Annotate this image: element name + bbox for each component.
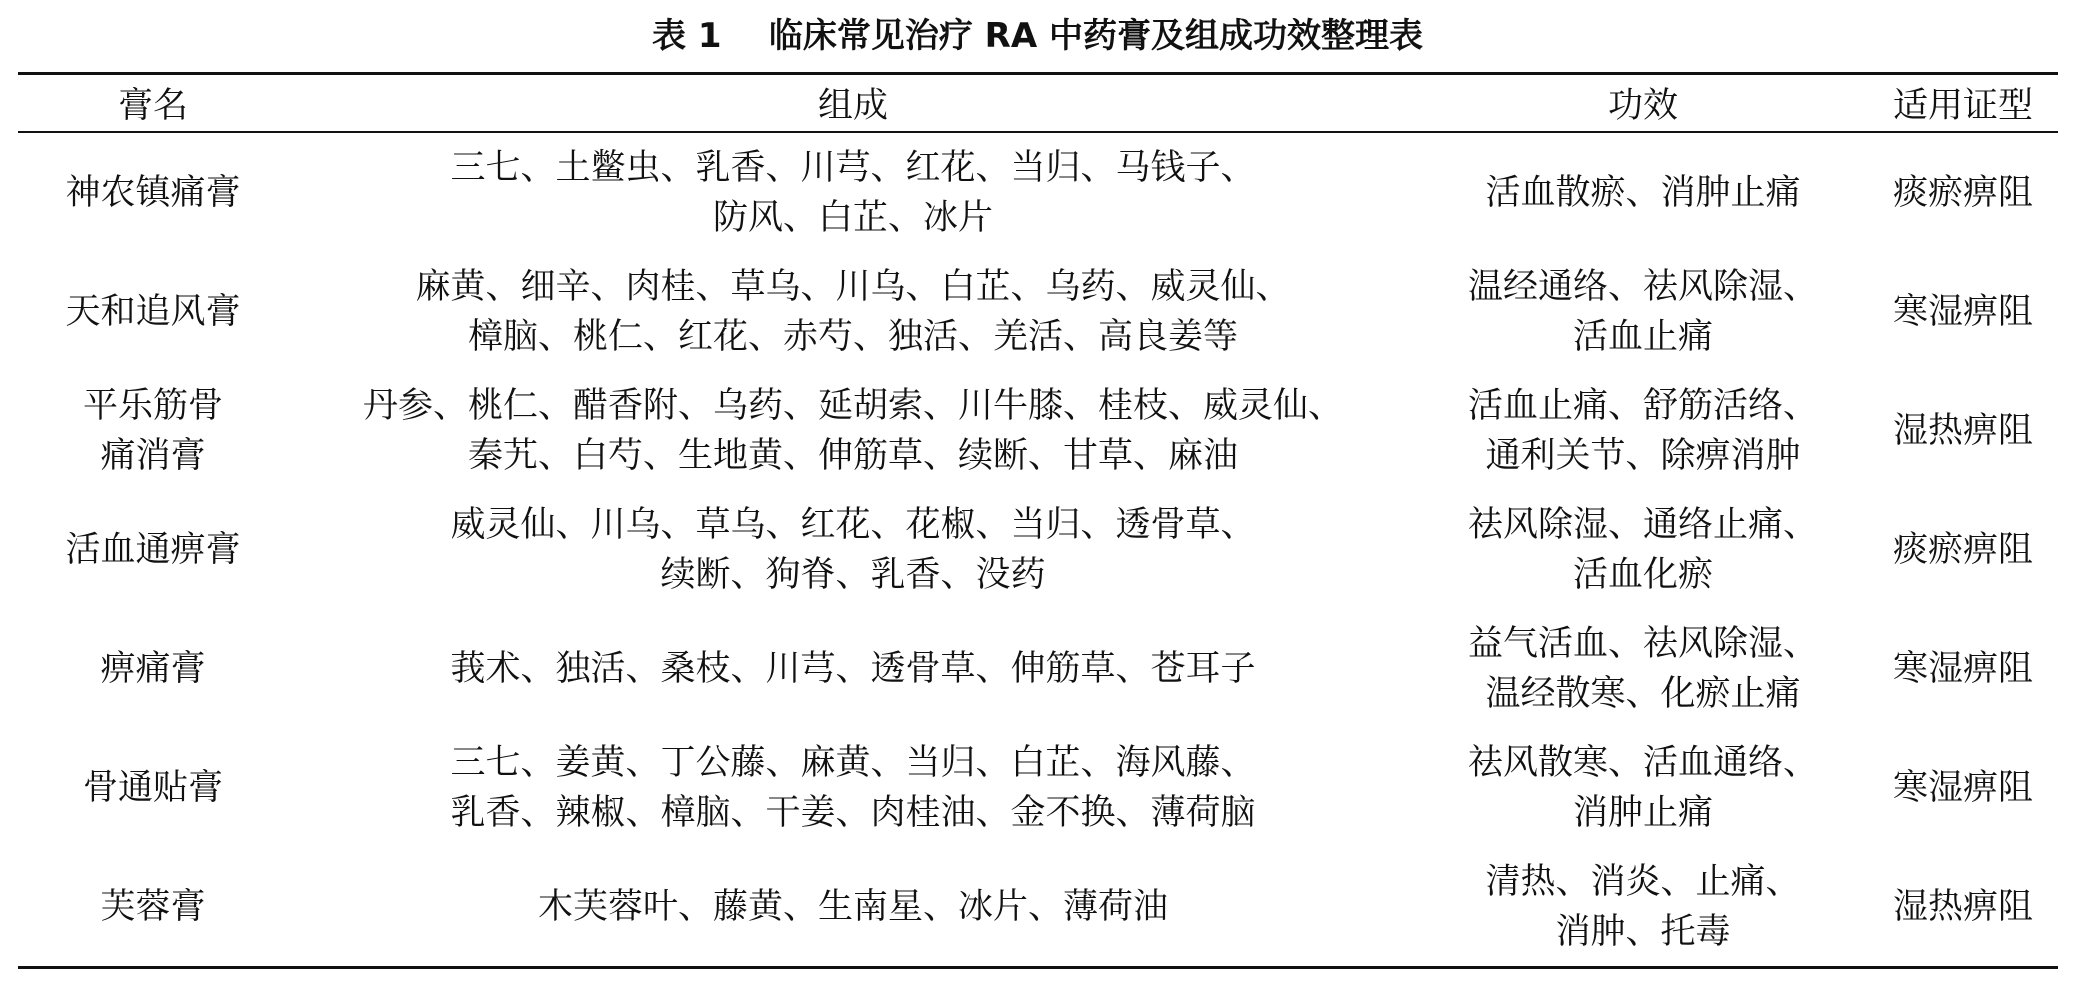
table-row: [18, 252, 2058, 371]
composition-cell-line: 莪术、独活、桑枝、川芎、透骨草、伸筋草、苍耳子: [450, 648, 1256, 689]
plaster-name-cell: [18, 371, 288, 490]
efficacy-cell-line: 祛风除湿、通络止痛、: [1467, 504, 1818, 545]
table-row: [18, 728, 2058, 847]
syndrome-cell: 寒湿痹阻: [1892, 767, 2033, 808]
syndrome-cell: 痰瘀痹阻: [1892, 529, 2033, 570]
table-row: [18, 371, 2058, 490]
syndrome-cell: 湿热痹阻: [1892, 886, 2033, 927]
efficacy-cell: [1418, 609, 1868, 728]
composition-cell-line: 秦艽、白芍、生地黄、伸筋草、续断、甘草、麻油: [467, 435, 1238, 476]
efficacy-cell-line: 消肿止痛: [1572, 792, 1713, 833]
syndrome-cell: 寒湿痹阻: [1892, 291, 2033, 332]
table-caption: 表 1 临床常见治疗 RA 中药膏及组成功效整理表: [651, 16, 1423, 56]
plaster-name-cell-line: 痛消膏: [100, 435, 206, 476]
efficacy-cell-line: 消肿、托毒: [1555, 911, 1731, 952]
efficacy-cell-line: 活血散瘀、消肿止痛: [1485, 172, 1801, 213]
efficacy-cell: [1418, 371, 1868, 490]
data-table: [18, 75, 2058, 966]
plaster-name-cell: [18, 132, 288, 252]
plaster-name-cell: [18, 847, 288, 966]
plaster-name-cell-line: 痹痛膏: [100, 648, 206, 689]
efficacy-cell: [1418, 728, 1868, 847]
plaster-name-cell-line: 骨通贴膏: [82, 767, 223, 808]
plaster-name-cell-line: 神农镇痛膏: [65, 172, 241, 213]
composition-cell-line: 续断、狗脊、乳香、没药: [660, 554, 1046, 595]
composition-cell-line: 木芙蓉叶、藤黄、生南星、冰片、薄荷油: [537, 886, 1168, 927]
table-body: [18, 132, 2058, 966]
efficacy-cell-line: 祛风散寒、活血通络、: [1467, 742, 1818, 783]
plaster-name-cell: [18, 728, 288, 847]
composition-cell: [288, 609, 1418, 728]
table-row: [18, 847, 2058, 966]
composition-cell-line: 丹参、桃仁、醋香附、乌药、延胡索、川牛膝、桂枝、威灵仙、: [362, 385, 1343, 426]
composition-cell: [288, 252, 1418, 371]
plaster-name-cell-line: 活血通痹膏: [65, 529, 241, 570]
plaster-name-cell: [18, 490, 288, 609]
syndrome-cell: 寒湿痹阻: [1892, 648, 2033, 689]
efficacy-cell-line: 活血止痛、舒筋活络、: [1467, 385, 1818, 426]
efficacy-cell-line: 清热、消炎、止痛、: [1485, 861, 1801, 902]
composition-cell-line: 三七、姜黄、丁公藤、麻黄、当归、白芷、海风藤、: [450, 742, 1256, 783]
efficacy-cell-line: 活血化瘀: [1572, 554, 1713, 595]
efficacy-cell-line: 温经散寒、化瘀止痛: [1485, 673, 1801, 714]
plaster-name-cell: [18, 252, 288, 371]
composition-cell-line: 三七、土鳖虫、乳香、川芎、红花、当归、马钱子、: [450, 147, 1256, 188]
efficacy-cell: [1418, 847, 1868, 966]
table-row: [18, 132, 2058, 252]
header-row: [18, 75, 2058, 132]
syndrome-cell: 湿热痹阻: [1892, 410, 2033, 451]
herbal-plaster-table: [18, 72, 2058, 969]
table-row: [18, 609, 2058, 728]
plaster-name-cell-line: 平乐筋骨: [82, 385, 223, 426]
header-syndrome: 适用证型: [1868, 75, 2058, 132]
plaster-name-cell: [18, 609, 288, 728]
table-row: [18, 490, 2058, 609]
composition-cell: [288, 371, 1418, 490]
plaster-name-cell-line: 芙蓉膏: [100, 886, 206, 927]
composition-cell: [288, 847, 1418, 966]
efficacy-cell-line: 益气活血、祛风除湿、: [1467, 623, 1818, 664]
composition-cell-line: 威灵仙、川乌、草乌、红花、花椒、当归、透骨草、: [450, 504, 1256, 545]
efficacy-cell: [1418, 252, 1868, 371]
header-efficacy: 功效: [1418, 75, 1868, 132]
header-name: 膏名: [18, 75, 288, 132]
composition-cell: [288, 728, 1418, 847]
efficacy-cell: [1418, 490, 1868, 609]
efficacy-cell-line: 活血止痛: [1572, 316, 1713, 357]
composition-cell-line: 麻黄、细辛、肉桂、草乌、川乌、白芷、乌药、威灵仙、: [415, 266, 1291, 307]
composition-cell: [288, 490, 1418, 609]
efficacy-cell-line: 通利关节、除痹消肿: [1485, 435, 1801, 476]
composition-cell-line: 防风、白芷、冰片: [712, 197, 993, 238]
syndrome-cell: 痰瘀痹阻: [1892, 172, 2033, 213]
plaster-name-cell-line: 天和追风膏: [65, 291, 241, 332]
composition-cell-line: 乳香、辣椒、樟脑、干姜、肉桂油、金不换、薄荷脑: [450, 792, 1256, 833]
composition-cell: [288, 132, 1418, 252]
composition-cell-line: 樟脑、桃仁、红花、赤芍、独活、羌活、高良姜等: [467, 316, 1238, 357]
header-composition: 组成: [288, 75, 1418, 132]
efficacy-cell: [1418, 132, 1868, 252]
efficacy-cell-line: 温经通络、祛风除湿、: [1467, 266, 1818, 307]
